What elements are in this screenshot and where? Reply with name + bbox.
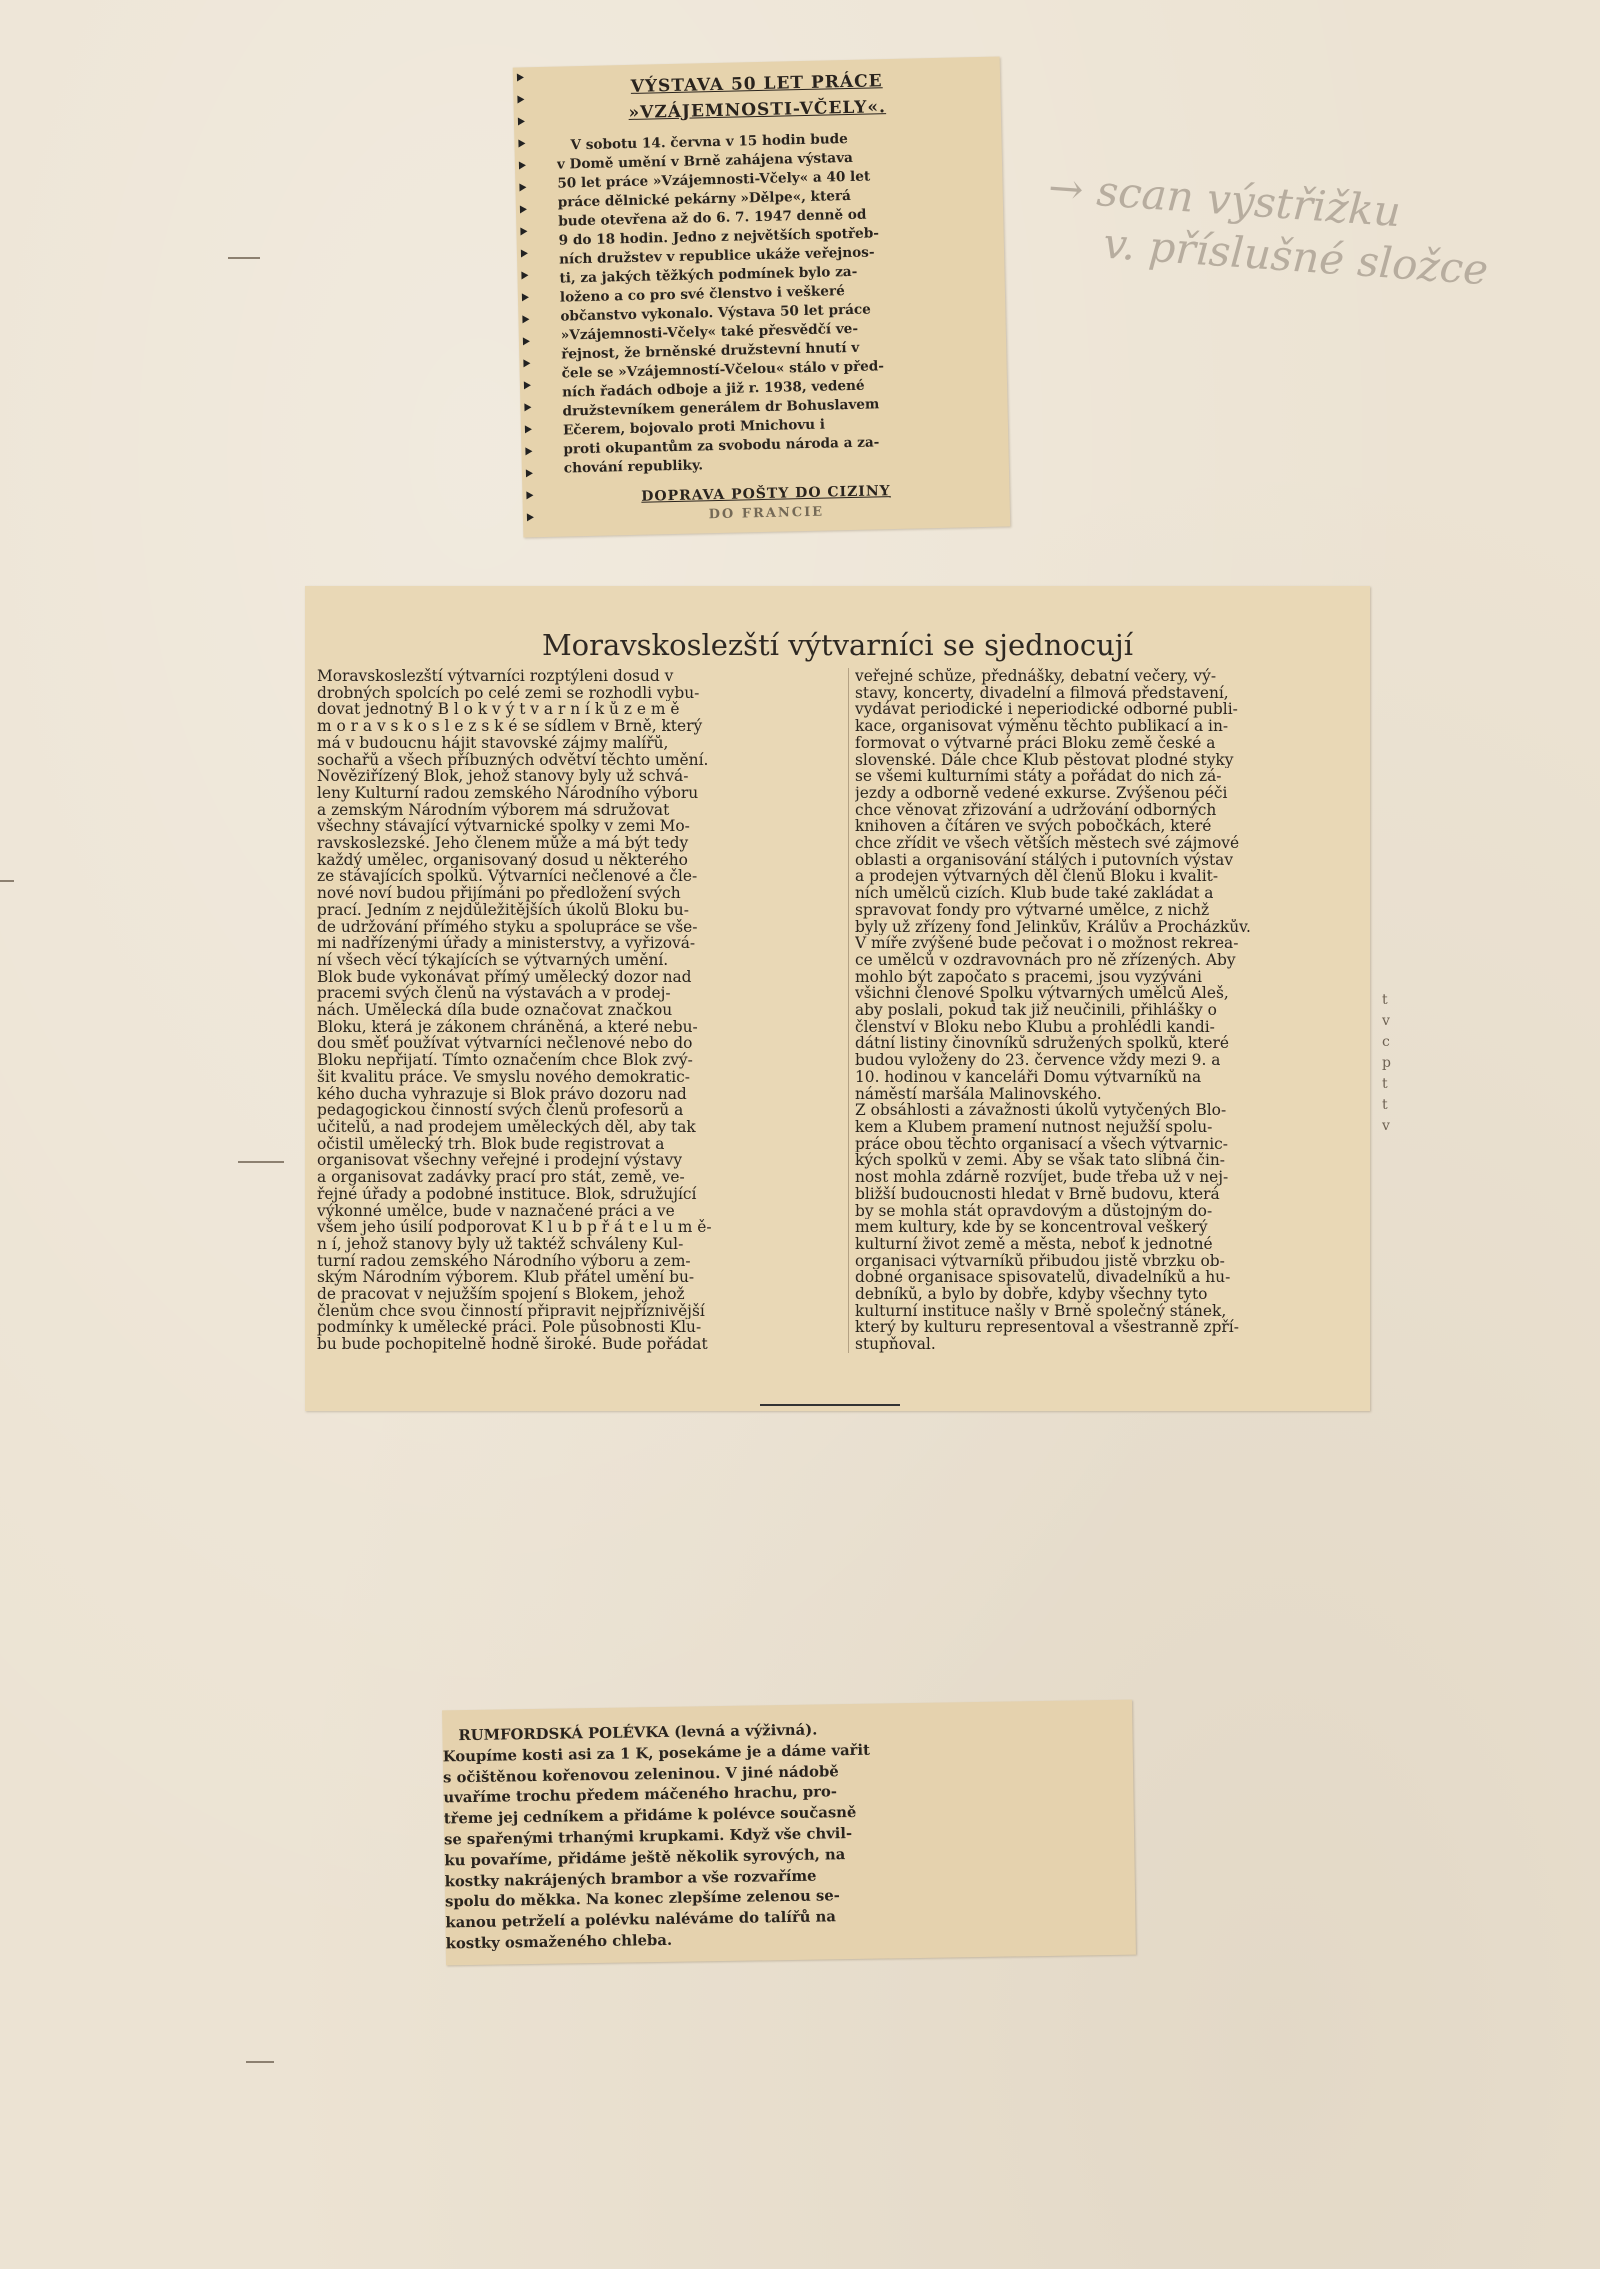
text-line: dobné organisace spisovatelů, divadelníků a hu-	[855, 1269, 1231, 1287]
margin-letter: v	[1382, 1118, 1390, 1134]
text-line: šit kvalitu práce. Ve smyslu nového demokratic-	[317, 1068, 690, 1086]
margin-tick	[238, 1161, 284, 1163]
text-line: kem a Klubem pramení nutnost nejužší spolu-	[855, 1118, 1213, 1136]
triangle-mark-icon	[520, 205, 527, 213]
text-line: pedagogickou činností svých členů profesorů a	[317, 1102, 684, 1119]
text-line: knihoven a čítáren ve svých pobočkách, které	[855, 818, 1212, 836]
triangle-mark-icon	[517, 73, 524, 81]
text-line: mem kultury, kde by se koncentroval veškerý	[855, 1219, 1208, 1236]
margin-letter: t	[1382, 1076, 1388, 1092]
text-line: n í, jehož stanovy byly už taktéž schváleny Kul-	[317, 1235, 684, 1253]
clipping-vystava	[513, 57, 1011, 538]
text-line: »Vzájemnosti-Včely« také přesvědčí ve-	[560, 320, 859, 344]
text-line: oblasti a organisování stálých i putovních výstav	[855, 851, 1234, 869]
text-line: kulturní instituce našly v Brně společný stánek,	[855, 1302, 1227, 1320]
text-line: řejnost, že brněnské družstevní hnutí v	[561, 339, 860, 363]
text-line: chce věnovat zřizování a udržování odborných	[855, 801, 1217, 819]
text-line: kostky osmaženého chleba.	[445, 1931, 673, 1953]
triangle-mark-icon	[525, 425, 532, 433]
text-line: aby poslali, pokud tak již neučinili, přihlášky o	[855, 1002, 1217, 1019]
text-line: m o r a v s k o s l e z s k é se sídlem v Brně, který	[317, 718, 703, 735]
clipping-polevka	[442, 1700, 1136, 1966]
text-line: kého ducha vyhrazuje si Blok právo dozoru nad	[317, 1085, 687, 1103]
text-line: mohlo být započato s pracemi, jsou vyzýváni	[855, 968, 1202, 986]
text-line: a prodejen výtvarných děl členů Bloku i kvalit-	[855, 868, 1219, 886]
margin-letter: c	[1382, 1034, 1390, 1050]
text-line: leny Kulturní radou zemského Národního výboru	[317, 784, 699, 802]
text-line: chce zřídit ve všech větších městech své zájmové	[855, 835, 1240, 852]
text-line: 9 do 18 hodin. Jedno z největších spotřeb-	[558, 225, 880, 249]
triangle-mark-icon	[524, 403, 531, 411]
text-line: drobných spolcích po celé zemi se rozhodli vybu-	[317, 684, 700, 702]
clipping-footer-heading: DOPRAVA POŠTY DO CIZINY	[641, 483, 891, 505]
article-title: Moravskoslezští výtvarníci se sjednocují	[541, 628, 1134, 662]
text-line: se spařenými trhanými krupkami. Když vše chvil-	[443, 1824, 853, 1849]
text-line: ravskoslezské. Jeho členem může a má být tedy	[317, 835, 689, 852]
text-line: náměstí maršála Malinovského.	[855, 1085, 1102, 1103]
margin-letters	[1382, 990, 1391, 1137]
text-line: výkonné umělce, bude v naznačené práci a ve	[317, 1202, 675, 1220]
text-line: všem jeho úsilí podporovat K l u b p ř á t e l u m ě-	[317, 1219, 712, 1236]
triangle-mark-icon	[523, 337, 530, 345]
text-line: očistil umělecký trh. Blok bude registrovat a	[317, 1135, 665, 1153]
text-line: všechny stávající výtvarnické spolky v zemi Mo-	[317, 818, 690, 836]
text-line: bude otevřena až do 6. 7. 1947 denně od	[558, 206, 867, 230]
text-line: ti, za jakých těžkých podmínek bylo za-	[559, 263, 858, 287]
handwritten-note-line-1: → scan výstřižku	[1046, 162, 1403, 237]
text-line: jezdy a odborně vedené exkurse. Zvýšenou péči	[855, 784, 1228, 802]
text-line: všichni členové Spolku výtvarných umělců Aleš,	[855, 985, 1229, 1003]
text-line: dou směť používat výtvarníci nečlenové nebo do	[317, 1035, 693, 1053]
text-line: uvaříme trochu předem máčeného hrachu, pro-	[443, 1783, 838, 1807]
text-line: družstevníkem generálem dr Bohuslavem	[562, 396, 880, 420]
text-line: ským Národním výborem. Klub přátel umění bu-	[317, 1269, 695, 1287]
triangle-mark-icon	[522, 315, 529, 323]
text-line: 10. hodinou v kanceláři Domu výtvarníků na	[855, 1068, 1202, 1086]
text-line: stupňoval.	[855, 1336, 936, 1353]
margin-letter: p	[1382, 1055, 1391, 1071]
text-line: organisovat všechny veřejné i prodejní výstavy	[317, 1152, 683, 1170]
text-line: kostky nakrájených brambor a vše rozvaříme	[444, 1867, 817, 1890]
text-line: Bloku nepřijatí. Tímto označením chce Blok zvý-	[317, 1052, 693, 1069]
text-line: prací. Jedním z nejdůležitějších úkolů Bloku bu-	[317, 901, 689, 919]
text-line: turní radou zemského Národního výboru a zem-	[317, 1252, 691, 1270]
text-line: ních umělců cizích. Klub bude také zakládat a	[855, 885, 1214, 902]
text-line: debníků, a bylo by dobře, kdyby všechny tyto	[855, 1286, 1208, 1303]
text-line: de udržování přímého styku a spolupráce se vše-	[317, 918, 698, 936]
text-line: sochařů a všech příbuzných odvětví těchto umění.	[317, 751, 709, 769]
margin-tick	[0, 880, 14, 882]
text-line: Bloku, která je zákonem chráněná, a které nebu-	[317, 1018, 698, 1036]
handwritten-note-line-2: v. příslušné složce	[1101, 218, 1490, 295]
text-line: spolu do měkka. Na konec zlepšíme zelenou se-	[444, 1887, 841, 1911]
text-line: kanou petrželí a polévku naléváme do talířů na	[445, 1908, 837, 1932]
text-line: slovenské. Dále chce Klub pěstovat plodné styky	[855, 751, 1234, 769]
triangle-mark-icon	[518, 139, 525, 147]
margin-letter: v	[1382, 1013, 1390, 1029]
text-line: kých spolků v zemi. Aby se však tato slibná čin-	[855, 1152, 1225, 1170]
text-line: spravovat fondy pro výtvarné umělce, z nichž	[855, 901, 1210, 919]
margin-letter: t	[1382, 1097, 1388, 1113]
margin-tick	[228, 257, 260, 259]
text-line: nové noví budou přijímáni po předložení svých	[317, 885, 681, 902]
triangle-mark-icon	[517, 95, 524, 103]
text-line: členství v Bloku nebo Klubu a prohlédli kandi-	[855, 1018, 1215, 1036]
text-line: de pracovat v nejužším spojení s Blokem, jehož	[317, 1286, 685, 1303]
text-line: má v budoucnu hájit stavovské zájmy malířů,	[317, 734, 669, 752]
clipping-body	[556, 127, 979, 478]
text-line: ní všech věcí týkajících se výtvarných umění.	[317, 951, 669, 969]
text-line: každý umělec, organisovaný dosud u některého	[317, 851, 688, 869]
triangle-mark-icon	[525, 447, 532, 455]
text-line: ních řadách odboje a již r. 1938, vedené	[561, 377, 865, 401]
text-line: bližší budoucnosti hledat v Brně budovu, která	[855, 1185, 1220, 1203]
text-line: byly už zřízeny fond Jelinkův, Králův a Procházkův.	[855, 918, 1251, 936]
text-line: který by kulturu representoval a všestranně zpří-	[855, 1319, 1239, 1337]
text-line: veřejné schůze, přednášky, debatní večery, vý-	[855, 668, 1217, 685]
triangle-mark-icon	[521, 271, 528, 279]
text-line: občanstvo vykonalo. Výstava 50 let práce	[560, 301, 872, 325]
text-line: třeme jej cedníkem a přidáme k polévce současně	[443, 1804, 857, 1828]
triangle-mark-icon	[520, 227, 527, 235]
triangle-mark-icon	[524, 381, 531, 389]
text-line: loženo a co pro své členstvo i veškeré	[559, 283, 845, 306]
text-line: proti okupantům za svobodu národa a za-	[563, 434, 880, 458]
text-line: práce dělnické pekárny »Dělpe«, která	[557, 187, 852, 211]
text-line: pracemi svých členů na výstavách a v prodej-	[317, 985, 671, 1003]
text-line: ze stávajících spolků. Výtvarníci nečlenové a čle-	[317, 868, 698, 886]
triangle-mark-icon	[518, 117, 525, 125]
text-line: práce obou těchto organisací a všech výtvarnic-	[855, 1135, 1229, 1153]
text-line: a organisovat zadávky prací pro stát, země, ve-	[317, 1169, 685, 1186]
clipping-cut-text: DO FRANCIE	[708, 504, 825, 523]
text-line: podmínky k umělecké práci. Pole působnosti Klu-	[317, 1319, 702, 1337]
triangle-mark-icon	[526, 469, 533, 477]
text-line: mi nadřízenými úřady a ministerstvy, a vyřizová-	[317, 935, 696, 952]
text-line: v Domě umění v Brně zahájena výstava	[556, 149, 854, 173]
text-line: formovat o výtvarné práci Bloku země české a	[855, 734, 1216, 752]
text-line: Ečerem, bojovalo proti Mnichovu i	[562, 416, 826, 439]
triangle-mark-icon	[519, 183, 526, 191]
text-line: kace, organisovat výměnu těchto publikací a in-	[855, 718, 1229, 735]
text-line: budou vyloženy do 23. července vždy mezi 9. a	[855, 1052, 1221, 1069]
text-line: vydávat periodické i neperiodické odborné publi-	[855, 701, 1238, 719]
margin-letter: t	[1382, 992, 1388, 1008]
article-left-column	[317, 668, 847, 1353]
text-line: Moravskoslezští výtvarníci rozptýleni dosud v	[317, 668, 674, 685]
triangle-mark-icon	[523, 359, 530, 367]
clipping-heading: VÝSTAVA 50 LET PRÁCE	[630, 71, 883, 97]
text-line: Blok bude vykonávat přímý umělecký dozor nad	[317, 968, 692, 986]
clipping-body	[442, 1718, 986, 1955]
text-line: a zemským Národním výborem má sdružovat	[317, 801, 670, 819]
article-end-rule	[760, 1404, 900, 1406]
text-line: by se mohla stát opravdovým a důstojným do-	[855, 1202, 1213, 1220]
text-line: čele se »Vzájemností-Včelou« stálo v před-	[561, 358, 885, 382]
text-line: ních družstev v republice ukáže veřejnos-	[558, 244, 875, 268]
clipping-vytvarnici	[305, 586, 1370, 1411]
text-line: chování republiky.	[563, 457, 704, 477]
text-line: se všemi kulturními státy a pořádat do nich zá-	[855, 768, 1222, 785]
text-line: členům chce svou činností připravit nejpříznivější	[317, 1302, 705, 1320]
text-line: kulturní život země a města, neboť k jednotné	[855, 1235, 1213, 1253]
margin-tick	[246, 2061, 274, 2063]
text-line: RUMFORDSKÁ POLÉVKA (levná a výživná).	[458, 1721, 818, 1745]
text-line: nách. Umělecká díla bude označovat značkou	[317, 1002, 673, 1019]
text-line: 50 let práce »Vzájemnosti-Včely« a 40 let	[557, 168, 871, 192]
text-line: Koupíme kosti asi za 1 K, posekáme je a dáme vařit	[442, 1741, 870, 1766]
text-line: Z obsáhlosti a závažnosti úkolů vytyčených Blo-	[855, 1102, 1227, 1119]
text-line: Nověziřízený Blok, jehož stanovy byly už schvá-	[317, 768, 689, 785]
text-line: s očištěnou kořenovou zeleninou. V jiné nádobě	[442, 1762, 839, 1787]
text-line: stavy, koncerty, divadelní a filmová představení,	[855, 684, 1229, 702]
text-line: nost mohla zdárně rozvíjet, bude třeba už v nej-	[855, 1169, 1229, 1186]
text-line: V míře zvýšené bude pečovat i o možnost rekrea-	[855, 935, 1239, 952]
text-line: ce umělců v ozdravovnách pro ně zřízených. Aby	[855, 951, 1236, 969]
text-line: učitelů, a nad prodejem uměleckých děl, aby tak	[317, 1118, 696, 1136]
triangle-mark-icon	[521, 249, 528, 257]
text-line: dovat jednotný B l o k v ý t v a r n í k ů z e m ě	[317, 701, 680, 719]
text-line: řejné úřady a podobné instituce. Blok, sdružující	[317, 1185, 697, 1203]
text-line: ku povaříme, přidáme ještě několik syrových, na	[444, 1845, 846, 1870]
triangle-mark-icon	[526, 491, 533, 499]
text-line: organisaci výtvarníků přibudou jistě vbrzku ob-	[855, 1252, 1225, 1270]
text-line: bu bude pochopitelně hodně široké. Bude pořádat	[317, 1336, 708, 1353]
clipping-subheading: »VZÁJEMNOSTI-VČELY«.	[628, 97, 887, 123]
article-right-column	[848, 668, 1370, 1353]
triangle-mark-icon	[519, 161, 526, 169]
text-line: V sobotu 14. června v 15 hodin bude	[570, 131, 848, 154]
text-line: dátní listiny činovníků sdružených spolků, které	[855, 1035, 1229, 1053]
triangle-mark-icon	[522, 293, 529, 301]
